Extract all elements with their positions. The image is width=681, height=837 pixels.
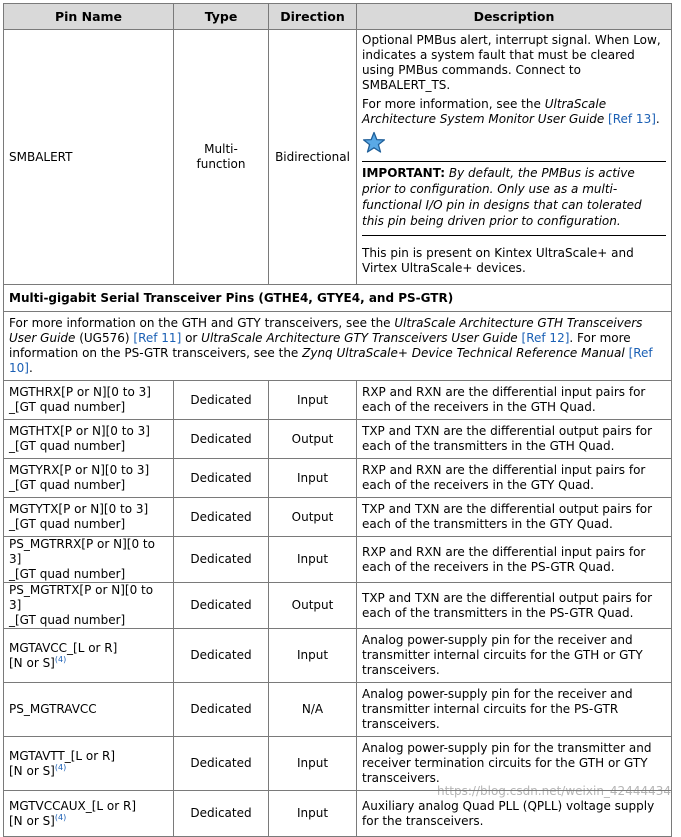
pin-name-cell [4, 498, 174, 537]
pin-name-cell: SMBALERT [4, 30, 174, 285]
direction-cell: Bidirectional [269, 30, 357, 285]
important-note [362, 165, 666, 229]
pin-name-cell [4, 537, 174, 583]
pin-name-line1: PS_MGTRAVCC [9, 702, 97, 716]
direction-cell: Output [269, 420, 357, 459]
pin-name-cell [4, 459, 174, 498]
direction-cell: Input [269, 459, 357, 498]
description-cell: RXP and RXN are the differential input pairs for each of the receivers in the GTH Quad. [357, 381, 672, 420]
pin-name-line2: _[GT quad number] [9, 478, 126, 492]
pin-name-line1: MGTAVCC_[L or R] [9, 640, 118, 655]
pin-name-line2: _[GT quad number] [9, 439, 126, 453]
description-cell: RXP and RXN are the differential input pairs for each of the receivers in the PS-GTR Quad. [357, 537, 672, 583]
description-cell: Analog power-supply pin for the transmitter and receiver termination circuits for the GTH or GTY transceivers. [357, 737, 672, 791]
direction-cell: Input [269, 737, 357, 791]
intro-text: . For more information on the PS-GTR transceivers, see the [9, 331, 631, 360]
pin-name-cell [4, 791, 174, 837]
type-text: Multi- function [196, 142, 246, 171]
table-row [4, 583, 672, 629]
description-cell: TXP and TXN are the differential output pairs for each of the transmitters in the GTH Quad. [357, 420, 672, 459]
guide-title: Zynq UltraScale+ Device Technical Reference Manual [302, 346, 625, 360]
pin-name-line2: _[GT quad number] [9, 517, 126, 531]
description-cell: RXP and RXN are the differential input pairs for each of the receivers in the GTY Quad. [357, 459, 672, 498]
description-cell: Analog power-supply pin for the receiver and transmitter internal circuits for the PS-GTR transceivers. [357, 683, 672, 737]
footnote-ref[interactable]: (4) [54, 812, 67, 822]
description-cell: Auxiliary analog Quad PLL (QPLL) voltage supply for the transceivers. [357, 791, 672, 837]
guide-title: UltraScale Architecture System Monitor User Guide [362, 97, 607, 126]
pin-name-line2: [N or S] [9, 763, 55, 778]
table-row [4, 737, 672, 791]
type-cell: Dedicated [174, 420, 269, 459]
description-cell: TXP and TXN are the differential output pairs for each of the transmitters in the PS-GTR Quad. [357, 583, 672, 629]
important-label: IMPORTANT: [362, 166, 446, 180]
pin-name-line1: MGTHTX[P or N][0 to 3] [9, 424, 150, 438]
pin-name-line1: MGTVCCAUX_[L or R] [9, 798, 137, 813]
header-pin-name: Pin Name [4, 4, 174, 30]
type-cell: Dedicated [174, 537, 269, 583]
divider [362, 161, 666, 162]
guide-title: UltraScale Architecture GTY Transceivers User Guide [201, 331, 518, 345]
pin-name-line1: PS_MGTRTX[P or N][0 to 3] [9, 583, 154, 612]
table-row [4, 537, 672, 583]
intro-text: . [28, 361, 33, 375]
watermark: https://blog.csdn.net/weixin_42444434 [436, 784, 671, 798]
smbalert-desc-2 [362, 97, 666, 127]
pin-name-line1: PS_MGTRRX[P or N][0 to 3] [9, 537, 155, 566]
header-type: Type [174, 4, 269, 30]
guide-title: UltraScale Architecture GTH Transceivers User Guide [9, 316, 643, 345]
desc2-end: . [655, 112, 660, 126]
type-cell: Dedicated [174, 791, 269, 837]
smbalert-desc-1: Optional PMBus alert, interrupt signal. When Low, indicates a system fault that must be cleared using PMBus commands. Connect to SMBALERT_TS. [362, 33, 661, 92]
type-cell: Dedicated [174, 737, 269, 791]
intro-text: or [181, 331, 202, 345]
type-cell [174, 30, 269, 285]
type-cell: Dedicated [174, 381, 269, 420]
pin-name-cell [4, 381, 174, 420]
pin-name-cell [4, 420, 174, 459]
important-star-icon [362, 131, 386, 155]
header-description: Description [357, 4, 672, 30]
footnote-ref[interactable]: (4) [54, 654, 67, 664]
type-cell: Dedicated [174, 629, 269, 683]
type-cell: Dedicated [174, 683, 269, 737]
smbalert-desc-3: This pin is present on Kintex UltraScale+ and Virtex UltraScale+ devices. [362, 246, 634, 275]
section-intro [4, 312, 672, 381]
pin-name-line1: MGTYTX[P or N][0 to 3] [9, 502, 149, 516]
pin-table [3, 3, 672, 837]
description-cell [357, 30, 672, 285]
table-row [4, 498, 672, 537]
table-row-smbalert [4, 30, 672, 285]
footnote-ref[interactable]: (4) [54, 762, 67, 772]
table-row [4, 420, 672, 459]
pin-name-line2: _[GT quad number] [9, 567, 126, 581]
intro-text: For more information on the GTH and GTY transceivers, see the [9, 316, 395, 330]
ref-link[interactable]: [Ref 10] [9, 346, 653, 375]
pin-name-line2: _[GT quad number] [9, 400, 126, 414]
direction-cell: Input [269, 381, 357, 420]
section-title: Multi-gigabit Serial Transceiver Pins (GTHE4, GTYE4, and PS-GTR) [4, 285, 672, 312]
intro-text: (UG576) [75, 331, 134, 345]
pin-name-line1: MGTYRX[P or N][0 to 3] [9, 463, 150, 477]
type-cell: Dedicated [174, 459, 269, 498]
header-direction: Direction [269, 4, 357, 30]
table-row [4, 459, 672, 498]
direction-cell: Input [269, 629, 357, 683]
important-text: By default, the PMBus is active prior to configuration. Only use as a multi-functional I/O pin in designs that can tolerated this pin being driven prior to configuration. [362, 166, 642, 228]
direction-cell: Input [269, 537, 357, 583]
pin-name-cell [4, 583, 174, 629]
pin-name-line1: MGTAVTT_[L or R] [9, 748, 116, 763]
direction-cell: Input [269, 791, 357, 837]
desc2-pre: For more information, see the [362, 97, 545, 111]
pin-name-cell [4, 683, 174, 737]
ref-link[interactable]: [Ref 13] [608, 112, 656, 126]
type-cell: Dedicated [174, 498, 269, 537]
pin-name-line2: _[GT quad number] [9, 613, 126, 627]
description-cell: Analog power-supply pin for the receiver and transmitter internal circuits for the GTH or GTY transceivers. [357, 629, 672, 683]
section-title-row [4, 285, 672, 312]
table-row [4, 629, 672, 683]
pin-name-line2: [N or S] [9, 813, 55, 828]
pin-name-cell [4, 629, 174, 683]
pin-name-line2: [N or S] [9, 655, 55, 670]
description-cell: TXP and TXN are the differential output pairs for each of the transmitters in the GTY Quad. [357, 498, 672, 537]
pin-name-line1: MGTHRX[P or N][0 to 3] [9, 385, 151, 399]
header-row [4, 4, 672, 30]
table-row [4, 683, 672, 737]
divider [362, 235, 666, 236]
ref-link[interactable]: [Ref 12] [521, 331, 570, 345]
direction-cell: Output [269, 498, 357, 537]
ref-link[interactable]: [Ref 11] [133, 331, 182, 345]
direction-cell: N/A [269, 683, 357, 737]
section-intro-row [4, 312, 672, 381]
direction-cell: Output [269, 583, 357, 629]
type-cell: Dedicated [174, 583, 269, 629]
pin-name-cell [4, 737, 174, 791]
table-row [4, 381, 672, 420]
